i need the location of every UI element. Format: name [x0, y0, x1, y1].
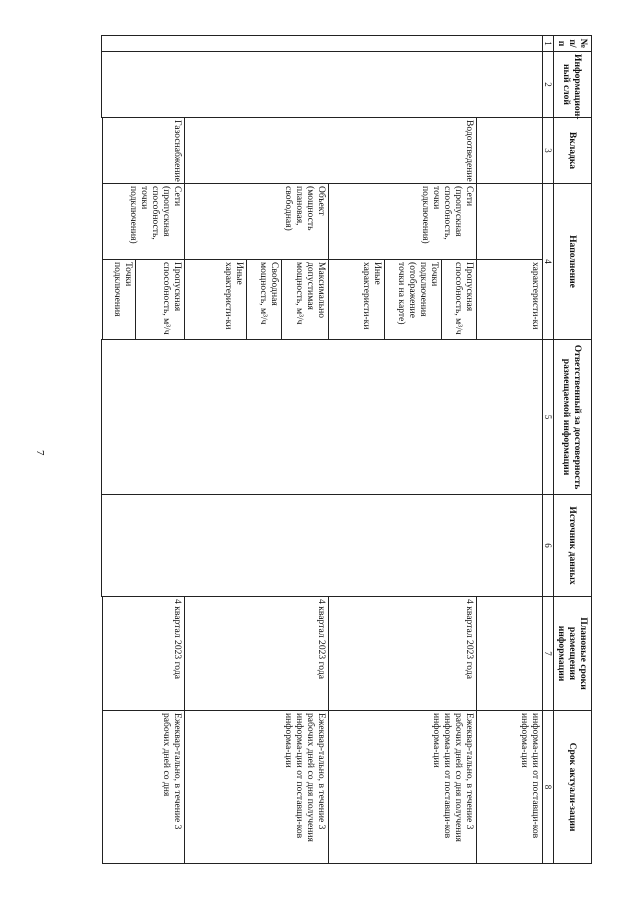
deadline: 4 квартал 2023 года [328, 597, 476, 711]
colnum-7: 7 [542, 597, 553, 711]
content-sub: Точки подключения (отображение точки на карте) [384, 260, 441, 339]
header-num: № п/п [553, 36, 591, 52]
update-period: информа-ции от поставщи-ков информа-ции [476, 711, 542, 864]
header-source: Источник данных [553, 495, 591, 597]
header-update: Срок актуали-зации [553, 711, 591, 864]
content-sub: Свободная мощность, м³/ч [246, 260, 281, 339]
colnum-5: 5 [542, 340, 553, 495]
header-layer: Информацион-ный слой [553, 52, 591, 118]
content-sub: Иные характеристи-ки [360, 262, 383, 330]
header-responsible: Ответственный за достоверность размещаемой информации [553, 340, 591, 495]
table-row [476, 36, 542, 864]
content-item: Объект (мощность плановая, свободная) [184, 184, 328, 260]
content-item: Сети (пропускная способность, точки подключения) [102, 184, 184, 260]
update-period: Ежеквар-тально, в течение 3 рабочих дней со дня получения информа-ции от поставщи-ков информа-ции [328, 711, 476, 864]
tab-cell: Водоотведение [184, 118, 476, 184]
header-row [553, 36, 591, 864]
content-sub: Точки подключения [111, 262, 134, 317]
deadline [476, 597, 542, 711]
colnum-1: 1 [542, 36, 553, 52]
colnum-6: 6 [542, 495, 553, 597]
header-tab: Вкладка [553, 118, 591, 184]
page-number: 7 [34, 450, 46, 456]
deadline: 4 квартал 2023 года [184, 597, 328, 711]
deadline: 4 квартал 2023 года [102, 597, 184, 711]
colnum-8: 8 [542, 711, 553, 864]
colnum-4: 4 [542, 184, 553, 340]
content-sub: Пропускная способность, м³/ч [441, 260, 476, 339]
update-period: Ежеквар-тально, в течение 3 рабочих дней со дня получения информа-ции от поставщи-ков информа-ции [184, 711, 328, 864]
update-period: Ежеквар-тально, в течение 3 рабочих дней со дня [102, 711, 184, 864]
header-content: Наполнение [553, 184, 591, 340]
content-item: Сети (пропускная способность, точки подключения) [328, 184, 476, 260]
content-sub: Максимально допустимая мощность, м³/ч [281, 260, 328, 339]
header-deadline: Плановые сроки размещения информации [553, 597, 591, 711]
content-sub: Иные характеристи-ки [222, 262, 245, 330]
column-numbers-row [542, 36, 553, 864]
content-sub: Пропускная способность, м³/ч [135, 260, 184, 339]
tab-cell: Газоснабжение [102, 118, 184, 184]
colnum-3: 3 [542, 118, 553, 184]
colnum-2: 2 [542, 52, 553, 118]
content-sub: характеристи-ки [476, 260, 542, 340]
rotated-table-container [111, 35, 592, 863]
layers-table [101, 35, 592, 864]
